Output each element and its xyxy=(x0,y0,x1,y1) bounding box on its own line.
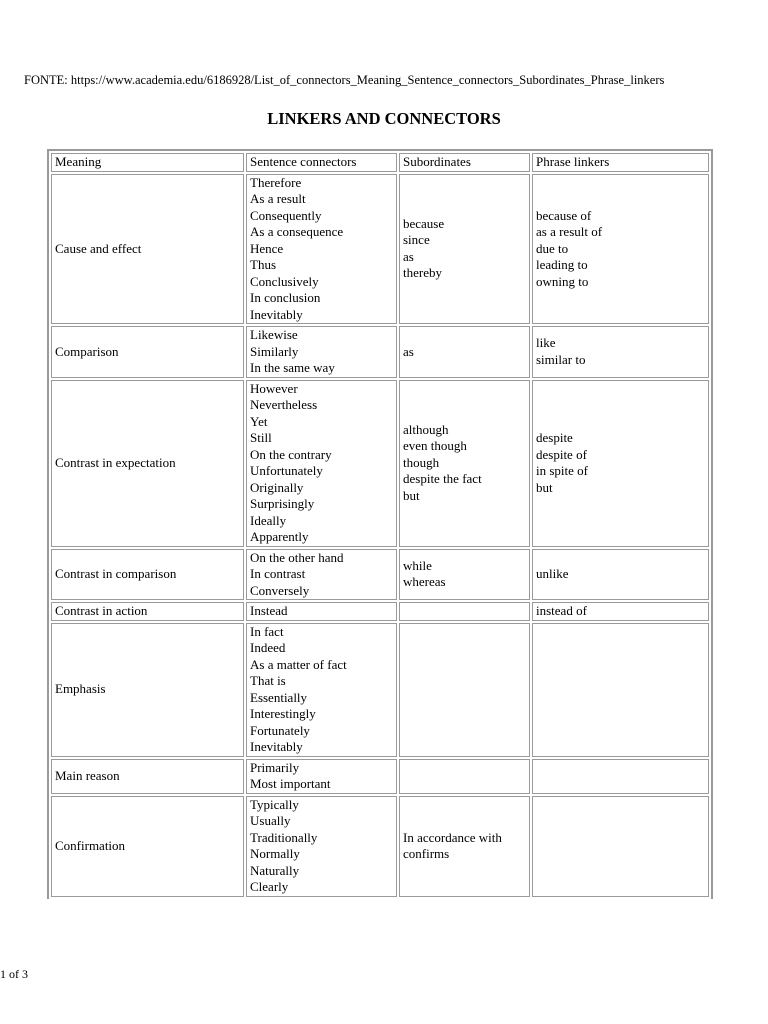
connector-item: On the contrary xyxy=(250,446,332,462)
sentence-connectors-cell xyxy=(246,174,397,325)
connector-item: Normally xyxy=(250,846,300,861)
table-row xyxy=(51,759,709,794)
connector-item: confirms xyxy=(403,846,450,861)
connector-item: Usually xyxy=(250,813,291,828)
sentence-connectors-cell xyxy=(246,623,397,757)
connector-item: However xyxy=(250,380,298,396)
connector-item: even though xyxy=(403,438,467,454)
sentence-connectors-cell xyxy=(246,796,397,897)
subordinates-cell xyxy=(399,602,530,621)
table-row xyxy=(51,380,709,547)
sentence-connectors-cell xyxy=(246,549,397,601)
connector-item: thereby xyxy=(403,265,442,281)
connector-item: Interestingly xyxy=(250,706,316,721)
connector-item: In conclusion xyxy=(250,290,321,305)
connector-item: Inevitably xyxy=(250,306,303,322)
connector-item: as xyxy=(403,248,414,264)
connector-item: Surprisingly xyxy=(250,496,315,511)
connector-item: As a result xyxy=(250,191,306,206)
connector-item: In accordance with xyxy=(403,829,502,845)
sentence-connectors-cell xyxy=(246,759,397,794)
table-row xyxy=(51,796,709,897)
connector-item: That is xyxy=(250,673,286,688)
connector-item: As a matter of fact xyxy=(250,656,347,672)
connector-item: Likewise xyxy=(250,327,298,342)
sentence-connectors-cell xyxy=(246,326,397,378)
connector-item: though xyxy=(403,454,440,470)
connector-item: Hence xyxy=(250,240,284,256)
phrase-linkers-cell xyxy=(532,549,709,601)
header-phrase-linkers: Phrase linkers xyxy=(532,153,709,172)
source-url-text: FONTE: https://www.academia.edu/6186928/List_of_connectors_Meaning_Sentence_connectors_Subordinates_Phrase_linkers xyxy=(24,73,665,87)
phrase-linkers-cell xyxy=(532,796,709,897)
connector-item: while xyxy=(403,557,432,573)
connector-item: Still xyxy=(250,430,272,445)
connector-item: as xyxy=(403,343,414,359)
connector-item: In fact xyxy=(250,623,284,639)
connector-item: In contrast xyxy=(250,566,306,581)
connector-item: Similarly xyxy=(250,343,299,359)
connector-item: Typically xyxy=(250,796,299,812)
subordinates-cell xyxy=(399,759,530,794)
connector-item: leading to xyxy=(536,257,588,272)
connector-item: because xyxy=(403,215,445,231)
connector-item: despite the fact xyxy=(403,471,482,487)
phrase-linkers-cell xyxy=(532,759,709,794)
table-body xyxy=(51,174,709,897)
meaning-cell: Confirmation xyxy=(51,796,244,897)
meaning-cell: Comparison xyxy=(51,326,244,378)
page-counter: 1 of 3 xyxy=(0,967,28,981)
connectors-table xyxy=(47,149,713,899)
connector-item: Most important xyxy=(250,776,331,791)
connector-item: Originally xyxy=(250,479,304,495)
connector-item: Primarily xyxy=(250,759,300,775)
phrase-linkers-cell xyxy=(532,380,709,547)
connector-item: Unfortunately xyxy=(250,463,323,478)
document-title: LINKERS AND CONNECTORS xyxy=(267,109,501,128)
subordinates-cell xyxy=(399,623,530,757)
table-header-row xyxy=(51,153,709,172)
connector-item: Ideally xyxy=(250,512,287,528)
connector-item: Instead xyxy=(250,603,288,618)
connector-item: Thus xyxy=(250,257,276,272)
connector-item: unlike xyxy=(536,566,569,581)
connector-item: In the same way xyxy=(250,360,335,375)
connector-item: but xyxy=(536,479,553,495)
header-subordinates: Subordinates xyxy=(399,153,530,172)
header-sentence-connectors: Sentence connectors xyxy=(246,153,397,172)
connector-item: instead of xyxy=(536,603,587,618)
table-row xyxy=(51,549,709,601)
connector-item: Traditionally xyxy=(250,829,318,845)
connector-item: Naturally xyxy=(250,862,300,878)
connector-item: Conclusively xyxy=(250,273,319,289)
connector-item: due to xyxy=(536,240,569,256)
connector-item: Inevitably xyxy=(250,739,303,754)
connector-item: Fortunately xyxy=(250,722,310,738)
meaning-cell: Main reason xyxy=(51,759,244,794)
connector-item: Nevertheless xyxy=(250,397,318,412)
connector-item: On the other hand xyxy=(250,549,344,565)
connector-item: Indeed xyxy=(250,640,286,655)
phrase-linkers-cell xyxy=(532,623,709,757)
connectors-table-wrapper xyxy=(47,149,713,903)
sentence-connectors-cell xyxy=(246,380,397,547)
connector-item: as a result of xyxy=(536,224,603,239)
phrase-linkers-cell xyxy=(532,174,709,325)
connector-item: Apparently xyxy=(250,529,309,544)
connector-item: Consequently xyxy=(250,207,322,223)
connector-item: despite xyxy=(536,430,573,445)
connector-item: despite of xyxy=(536,446,587,462)
connector-item: Therefore xyxy=(250,174,302,190)
subordinates-cell xyxy=(399,549,530,601)
table-row xyxy=(51,326,709,378)
meaning-cell: Emphasis xyxy=(51,623,244,757)
connector-item: although xyxy=(403,421,449,437)
connector-item: like xyxy=(536,335,556,351)
connector-item: As a consequence xyxy=(250,224,344,239)
subordinates-cell xyxy=(399,326,530,378)
subordinates-cell xyxy=(399,796,530,897)
table-row xyxy=(51,174,709,325)
connector-item: in spite of xyxy=(536,463,588,478)
meaning-cell: Contrast in action xyxy=(51,602,244,621)
meaning-cell: Contrast in expectation xyxy=(51,380,244,547)
connector-item: Essentially xyxy=(250,689,308,705)
connector-item: but xyxy=(403,487,420,503)
connector-item: since xyxy=(403,232,430,248)
connector-item: whereas xyxy=(403,574,446,590)
connector-item: Conversely xyxy=(250,582,310,598)
phrase-linkers-cell xyxy=(532,602,709,621)
connector-item: because of xyxy=(536,207,592,223)
subordinates-cell xyxy=(399,380,530,547)
connector-item: Yet xyxy=(250,413,268,429)
table-row xyxy=(51,602,709,621)
header-meaning: Meaning xyxy=(51,153,244,172)
connector-item: Clearly xyxy=(250,879,289,894)
meaning-cell: Cause and effect xyxy=(51,174,244,325)
subordinates-cell xyxy=(399,174,530,325)
connector-item: owning to xyxy=(536,273,589,289)
phrase-linkers-cell xyxy=(532,326,709,378)
meaning-cell: Contrast in comparison xyxy=(51,549,244,601)
connector-item: similar to xyxy=(536,351,586,367)
table-row xyxy=(51,623,709,757)
sentence-connectors-cell xyxy=(246,602,397,621)
